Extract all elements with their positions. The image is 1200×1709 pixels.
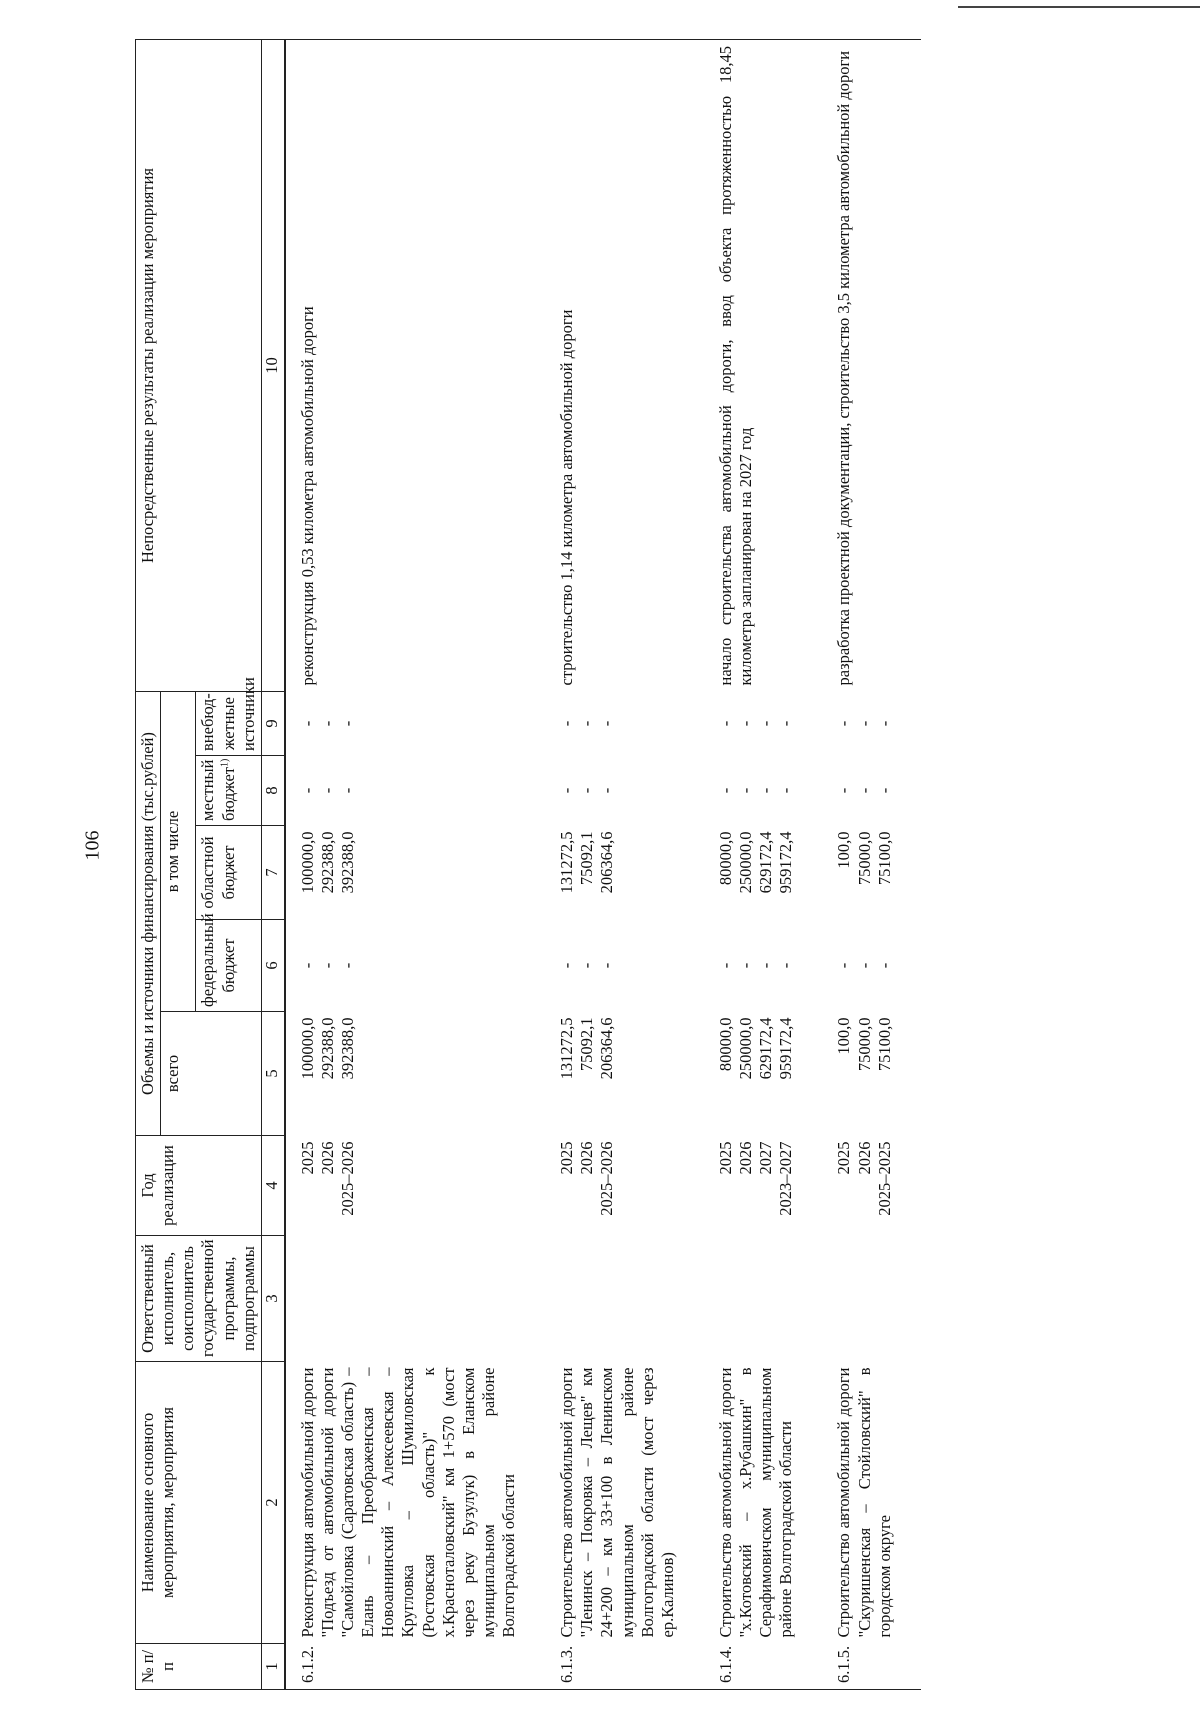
regional-amount: 392388,0: [338, 831, 357, 894]
regional-amount: 75000,0: [854, 831, 874, 886]
local-amount-cell: [822, 756, 920, 826]
total-amount-cell: [704, 1012, 823, 1136]
year-cell: [545, 1136, 704, 1236]
year: 2025: [297, 1141, 317, 1175]
activity-result: разработка проектной документации, строительство 3,5 километра автомобильной дороги: [822, 40, 920, 692]
header-col-name: Наименование основного мероприятия, мероприятия: [136, 1362, 262, 1644]
extra-budget-amount: -: [874, 720, 894, 727]
row-number: 6.1.3.: [545, 1644, 704, 1690]
regional-amount: 206364,6: [597, 831, 617, 894]
col-number: 5: [261, 1012, 285, 1136]
year: 2025–2026: [338, 1141, 357, 1216]
year: 2026: [854, 1141, 874, 1175]
activity-result: строительство 1,14 километра автомобильной дороги: [545, 40, 704, 692]
extra-budget-amount: -: [736, 720, 755, 727]
col-number: 6: [261, 920, 285, 1012]
federal-amount-cell: [704, 920, 823, 1012]
executor: [285, 1236, 545, 1362]
extra-budget-amount: -: [557, 720, 577, 727]
local-amount: -: [736, 787, 755, 794]
local-amount: -: [874, 787, 894, 794]
year: 2025: [715, 1141, 735, 1175]
col-number: 1: [261, 1644, 285, 1690]
extra-budget-amount: -: [297, 720, 317, 727]
extra-budget-amount: -: [776, 720, 796, 727]
top-edge-rule: [958, 6, 1200, 8]
activity-name: Реконструкция автомобильной дороги "Подъезд от автомобильной дороги "Самойловка (Саратовская область) – Елань – Преображенская – Новоаннинский – Алексеевская – Круглoвка – Шумиловская (Ростовская область)" к х.Красноталовский" км 1+570 (мост через реку Бузулук) в Еланском муниципальном районе Волгоградской области: [297, 1367, 518, 1638]
col-number: 10: [261, 40, 285, 692]
year: 2026: [317, 1141, 337, 1175]
rotated-page: [135, 40, 1135, 1690]
year: 2025: [834, 1141, 854, 1175]
local-amount: -: [715, 787, 735, 794]
executor: [822, 1236, 920, 1362]
local-amount: -: [597, 787, 617, 794]
local-amount: -: [834, 787, 854, 794]
total-amount: 959172,4: [776, 1017, 796, 1080]
executor: [545, 1236, 704, 1362]
regional-amount: 959172,4: [776, 831, 796, 894]
regional-amount: 131272,5: [557, 831, 577, 894]
local-amount: -: [577, 787, 597, 794]
header-col-result: Непосредственные результаты реализации мероприятия: [136, 40, 262, 692]
total-amount: 206364,6: [597, 1017, 617, 1080]
table-row: [822, 40, 920, 1690]
regional-amount: 292388,0: [317, 831, 337, 894]
federal-amount-cell: [285, 920, 545, 1012]
year: 2025–2025: [874, 1141, 894, 1216]
extra-budget-amount: -: [577, 720, 597, 727]
activity-name: Строительство автомобильной дороги "Ленинск – Покровка – Лещев" км 24+200 – км 33+100 в Ленинском муниципальном районе Волгоградской области (мост через ер.Калинов): [557, 1367, 677, 1638]
col-number: 7: [261, 826, 285, 920]
extra-budget-amount-cell: [704, 692, 823, 756]
local-amount: -: [756, 787, 776, 794]
year-cell: [704, 1136, 823, 1236]
local-amount-cell: [285, 756, 545, 826]
activity-name: Строительство автомобильной дороги "Скуришенская – Стойловский" в городском округе: [834, 1367, 894, 1638]
activity-result: реконструкция 0,53 километра автомобильной дороги: [285, 40, 545, 692]
federal-amount-cell: [822, 920, 920, 1012]
extra-budget-amount: -: [715, 720, 735, 727]
header-group-volumes: Объемы и источники финансирования (тыс.рублей): [136, 692, 161, 1136]
row-number: 6.1.4.: [704, 1644, 823, 1690]
header-col-num: № п/п: [136, 1644, 262, 1690]
extra-budget-amount: -: [338, 720, 357, 727]
federal-amount: -: [834, 962, 854, 969]
total-amount: 131272,5: [557, 1017, 577, 1080]
regional-amount: 75092,1: [577, 831, 597, 886]
federal-amount: -: [338, 962, 357, 969]
extra-budget-amount-cell: [285, 692, 545, 756]
total-amount: 75000,0: [854, 1017, 874, 1072]
federal-amount: -: [854, 962, 874, 969]
table-row: [545, 40, 704, 1690]
table-header: [136, 40, 285, 1690]
extra-budget-amount: -: [756, 720, 776, 727]
regional-amount: 100000,0: [297, 831, 317, 894]
federal-amount: -: [715, 962, 735, 969]
regional-amount-cell: [285, 826, 545, 920]
header-col-regional: областной бюджет: [196, 826, 261, 920]
row-number: 6.1.2.: [285, 1644, 545, 1690]
federal-amount-cell: [545, 920, 704, 1012]
total-amount: 75092,1: [577, 1017, 597, 1072]
federal-amount: -: [874, 962, 894, 969]
year-cell: [822, 1136, 920, 1236]
table-body: [285, 40, 921, 1690]
local-amount: -: [854, 787, 874, 794]
extra-budget-amount: -: [597, 720, 617, 727]
year: 2025: [557, 1141, 577, 1175]
extra-budget-amount-cell: [822, 692, 920, 756]
header-col-federal: федеральный бюджет: [196, 920, 261, 1012]
total-amount: 629172,4: [756, 1017, 776, 1080]
local-amount-cell: [545, 756, 704, 826]
activity-name: Строительство автомобильной дороги "х.Котовский – х.Рубашкин" в Серафимовичском муниципальном районе Волгоградской области: [715, 1367, 796, 1638]
header-col-extra: внебюд-жетные источники: [196, 692, 261, 756]
activity-result: начало строительства автомобильной дороги, ввод объекта протяженностью 18,45 километра запланирован на 2027 год: [704, 40, 823, 692]
federal-amount: -: [317, 962, 337, 969]
year: 2026: [736, 1141, 755, 1175]
table-row: [704, 40, 823, 1690]
header-col-local: [196, 756, 261, 826]
federal-amount: -: [297, 962, 317, 969]
regional-amount-cell: [545, 826, 704, 920]
total-amount: 80000,0: [715, 1017, 735, 1072]
local-amount: -: [557, 787, 577, 794]
total-amount: 292388,0: [317, 1017, 337, 1080]
regional-amount: 250000,0: [736, 831, 755, 894]
total-amount-cell: [285, 1012, 545, 1136]
header-col-executor: Ответственный исполнитель, соисполнитель государственной программы, подпрограммы: [136, 1236, 262, 1362]
local-amount: -: [776, 787, 796, 794]
year: 2023–2027: [776, 1141, 796, 1216]
federal-amount: -: [577, 962, 597, 969]
year: 2026: [577, 1141, 597, 1175]
local-amount: -: [297, 787, 317, 794]
total-amount: 250000,0: [736, 1017, 755, 1080]
extra-budget-amount-cell: [545, 692, 704, 756]
col-number: 2: [261, 1362, 285, 1644]
col-number: 3: [261, 1236, 285, 1362]
extra-budget-amount: -: [834, 720, 854, 727]
extra-budget-amount: -: [317, 720, 337, 727]
financing-table: [135, 39, 921, 1690]
header-col-total: всего: [161, 1012, 262, 1136]
federal-amount: -: [776, 962, 796, 969]
regional-amount-cell: [704, 826, 823, 920]
total-amount: 100,0: [834, 1017, 854, 1055]
year-cell: [285, 1136, 545, 1236]
extra-budget-amount: -: [854, 720, 874, 727]
total-amount: 392388,0: [338, 1017, 357, 1080]
local-amount: -: [338, 787, 357, 794]
executor: [704, 1236, 823, 1362]
page-number: 106: [81, 830, 104, 861]
regional-amount: 80000,0: [715, 831, 735, 886]
row-number: 6.1.5.: [822, 1644, 920, 1690]
total-amount: 75100,0: [874, 1017, 894, 1072]
total-amount-cell: [822, 1012, 920, 1136]
header-col-year: Год реализации: [136, 1136, 262, 1236]
footnote-marker: 1): [219, 758, 230, 767]
regional-amount: 100,0: [834, 831, 854, 869]
col-number: 9: [261, 692, 285, 756]
year: 2025–2026: [597, 1141, 617, 1216]
federal-amount: -: [597, 962, 617, 969]
federal-amount: -: [756, 962, 776, 969]
local-amount-cell: [704, 756, 823, 826]
regional-amount-cell: [822, 826, 920, 920]
table-row: [285, 40, 545, 1690]
local-amount: -: [317, 787, 337, 794]
total-amount: 100000,0: [297, 1017, 317, 1080]
regional-amount: 75100,0: [874, 831, 894, 886]
federal-amount: -: [736, 962, 755, 969]
federal-amount: -: [557, 962, 577, 969]
col-number: 4: [261, 1136, 285, 1236]
col-number: 8: [261, 756, 285, 826]
regional-amount: 629172,4: [756, 831, 776, 894]
year: 2027: [756, 1141, 776, 1175]
header-col-local-text: местный бюджет: [198, 759, 238, 821]
total-amount-cell: [545, 1012, 704, 1136]
header-group-including: в том числе: [161, 692, 196, 1012]
